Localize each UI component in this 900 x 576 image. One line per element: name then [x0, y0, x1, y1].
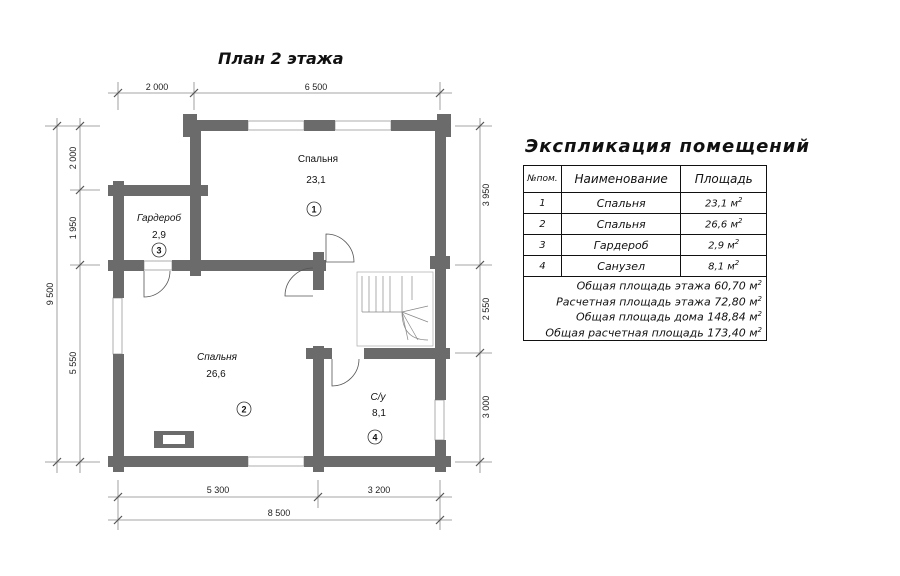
- room-4-number: 4: [372, 432, 378, 443]
- dim-right-2: 2 550: [481, 297, 491, 321]
- unit-power: 2: [734, 259, 740, 268]
- room-4-name: С/у: [370, 392, 386, 403]
- unit: м: [730, 198, 738, 210]
- unit: м: [749, 295, 758, 309]
- room-4-area: 8,1: [372, 408, 386, 419]
- unit: м: [749, 279, 758, 293]
- unit-power: 2: [757, 310, 762, 319]
- total-line: [528, 308, 762, 324]
- row-area: 23,1: [704, 198, 728, 210]
- total-label: Расчетная площадь этажа: [556, 295, 711, 309]
- explication-table: [523, 165, 767, 341]
- total-value: 148,84: [707, 310, 746, 324]
- unit: м: [727, 261, 735, 273]
- header-name: Наименование: [561, 166, 681, 193]
- dim-top-1: 2 000: [145, 82, 169, 92]
- total-label: Общая площадь этажа: [576, 279, 711, 293]
- unit: м: [727, 240, 735, 252]
- unit: м: [730, 219, 738, 231]
- table-row: [524, 214, 767, 235]
- doors: [144, 234, 359, 386]
- door-wardrobe: [144, 271, 170, 297]
- row-area: 8,1: [708, 261, 725, 273]
- total-line: [528, 324, 762, 340]
- dim-top-2: 6 500: [304, 82, 328, 92]
- total-label: Общая расчетная площадь: [545, 326, 704, 340]
- row-area-cell: [681, 256, 767, 277]
- unit-power: 2: [737, 217, 743, 226]
- row-name: Спальня: [561, 214, 681, 235]
- row-number: 2: [524, 214, 562, 235]
- door-bedroom2: [285, 268, 313, 296]
- dimension-labels: [45, 82, 491, 518]
- room-markers: [152, 202, 382, 444]
- total-line: [528, 277, 762, 293]
- total-value: 72,80: [714, 295, 746, 309]
- explication-title: Экспликация помещений: [525, 136, 810, 157]
- room-3-area: 2,9: [152, 230, 166, 241]
- room-3-number: 3: [156, 245, 162, 256]
- row-area-cell: [681, 193, 767, 214]
- dim-right-1: 3 950: [481, 183, 491, 207]
- row-name: Санузел: [561, 256, 681, 277]
- unit-power: 2: [737, 196, 743, 205]
- room-2-name: Спальня: [197, 352, 237, 363]
- header-area: Площадь: [681, 166, 767, 193]
- room-1-name: Спальня: [297, 154, 339, 165]
- unit-power: 2: [757, 325, 762, 334]
- room-1-number: 1: [311, 204, 317, 215]
- total-label: Общая площадь дома: [576, 310, 704, 324]
- walls: [108, 114, 451, 472]
- row-area: 26,6: [704, 219, 728, 231]
- row-area-cell: [681, 235, 767, 256]
- door-bathroom: [332, 359, 359, 386]
- bathtub: [154, 431, 194, 448]
- row-area-cell: [681, 214, 767, 235]
- totals-cell: [524, 277, 767, 341]
- staircase: [357, 272, 433, 346]
- dim-left-3: 5 550: [68, 351, 78, 375]
- row-name: Спальня: [561, 193, 681, 214]
- dim-total-left: 9 500: [45, 282, 55, 306]
- dim-bottom-2: 3 200: [367, 485, 391, 495]
- table-row: [524, 235, 767, 256]
- unit-power: 2: [757, 279, 762, 287]
- table-row: [524, 193, 767, 214]
- windows: [113, 121, 444, 466]
- unit: м: [749, 326, 758, 340]
- unit-power: 2: [757, 294, 762, 303]
- room-2-number: 2: [241, 404, 247, 415]
- plan-title: План 2 этажа: [218, 49, 344, 68]
- room-1-area: 23,1: [306, 175, 326, 186]
- dim-right-3: 3 000: [481, 395, 491, 419]
- room-2-area: 26,6: [206, 369, 226, 380]
- unit: м: [749, 310, 758, 324]
- total-value: 173,40: [707, 326, 746, 340]
- unit-power: 2: [734, 238, 740, 247]
- header-number: №пом.: [524, 166, 562, 193]
- row-name: Гардероб: [561, 235, 681, 256]
- row-number: 3: [524, 235, 562, 256]
- row-number: 4: [524, 256, 562, 277]
- total-line: [528, 293, 762, 309]
- room-3-name: Гардероб: [136, 213, 182, 224]
- door-bedroom1: [326, 234, 354, 262]
- totals-row: [524, 277, 767, 341]
- dim-total-bottom: 8 500: [267, 508, 291, 518]
- table-row: [524, 256, 767, 277]
- table-header-row: [524, 166, 767, 193]
- dim-left-1: 2 000: [68, 146, 78, 170]
- total-value: 60,70: [714, 279, 746, 293]
- row-area: 2,9: [708, 240, 725, 252]
- dim-left-2: 1 950: [68, 216, 78, 240]
- dim-bottom-1: 5 300: [206, 485, 230, 495]
- row-number: 1: [524, 193, 562, 214]
